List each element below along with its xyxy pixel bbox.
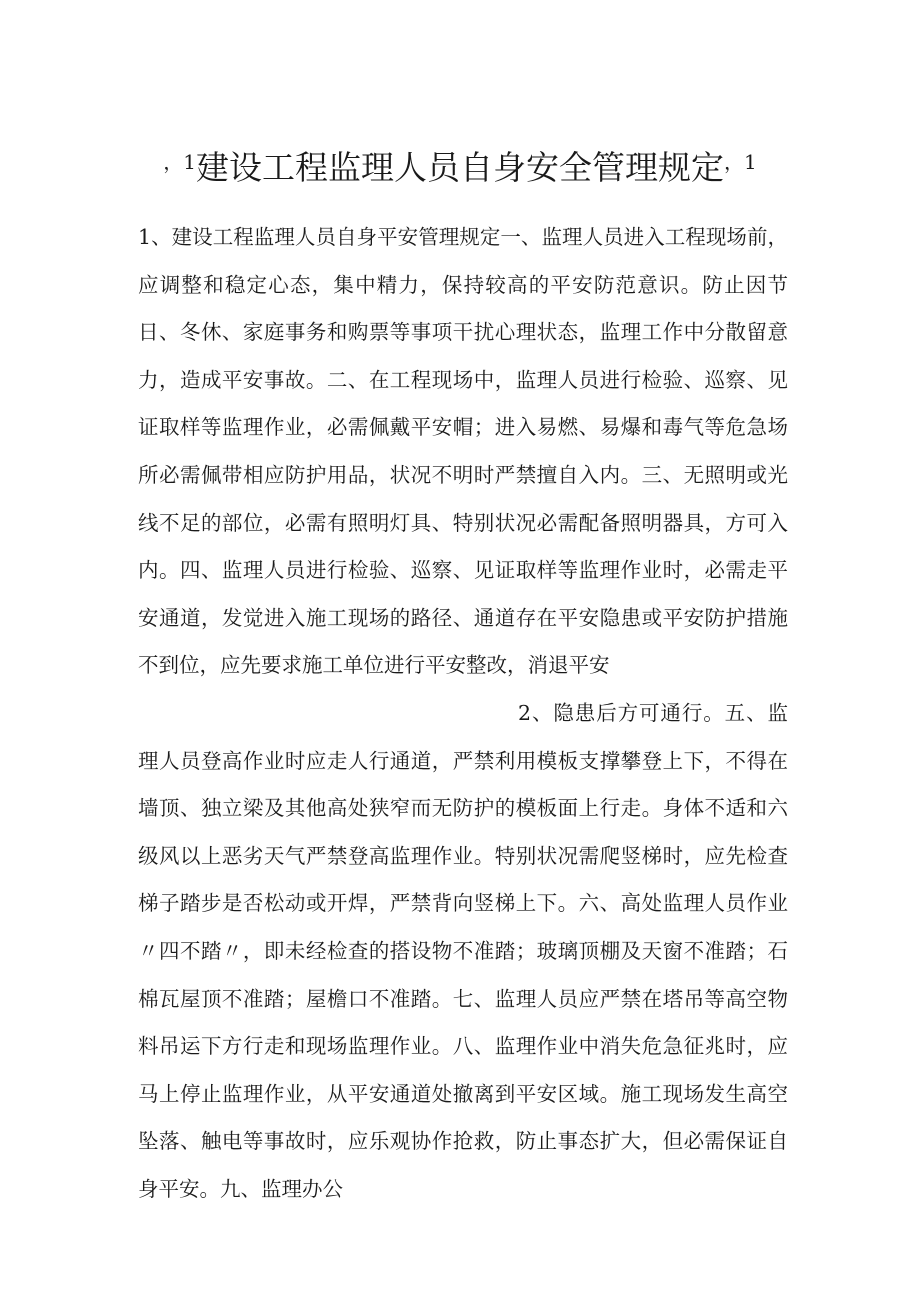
document-title (0, 140, 920, 190)
title-mark-right: ，1 (724, 150, 757, 174)
paragraph-2: 2、隐患后方可通行。五、监理人员登高作业时应走人行通道，严禁利用模板支撑攀登上下，不得在墙顶、独立梁及其他高处狭窄而无防护的模板面上行走。身体不适和六级风以上恶劣天气严禁登高监理作业。特别状况需爬竖梯时，应先检查梯子踏步是否松动或开焊，严禁背向竖梯上下。六、高处监理人员作业〃四不踏〃，即未经检查的搭设物不准踏；玻璃顶棚及天窗不准踏；石棉瓦屋顶不准踏；屋檐口不准踏。七、监理人员应严禁在塔吊等高空物料吊运下方行走和现场监理作业。八、监理作业中消失危急征兆时，应马上停止监理作业，从平安通道处撤离到平安区域。施工现场发生高空坠落、触电等事故时，应乐观协作抢救，防止事态扩大，但必需保证自身平安。九、监理办公 (138, 701, 788, 1201)
title-text: 建设工程监理人员自身安全管理规定 (196, 148, 724, 187)
title-mark-left: ，1 (163, 150, 196, 174)
paragraph-1: 1、建设工程监理人员自身平安管理规定一、监理人员进入工程现场前，应调整和稳定心态，集中精力，保持较高的平安防范意识。防止因节日、冬休、家庭事务和购票等事项干扰心理状态，监理工作中分散留意力，造成平安事故。二、在工程现场中，监理人员进行检验、巡察、见证取样等监理作业，必需佩戴平安帽；进入易燃、易爆和毒气等危急场所必需佩带相应防护用品，状况不明时严禁擅自入内。三、无照明或光线不足的部位，必需有照明灯具、特别状况必需配备照明器具，方可入内。四、监理人员进行检验、巡察、见证取样等监理作业时，必需走平安通道，发觉进入施工现场的路径、通道存在平安隐患或平安防护措施不到位，应先要求施工单位进行平安整改，消退平安 (138, 225, 788, 678)
